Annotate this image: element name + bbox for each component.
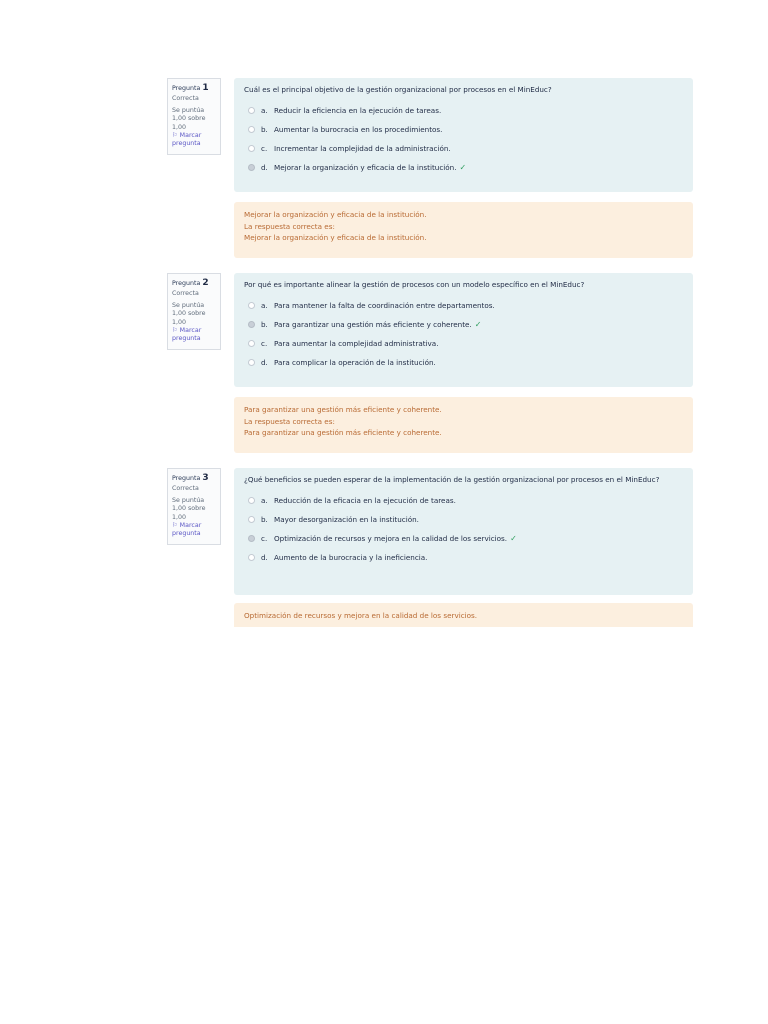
right-answer: Mejorar la organización y eficacia de la institución. — [244, 233, 427, 243]
answer-option[interactable]: c. Para aumentar la complejidad administrativa. — [244, 334, 683, 353]
radio-button[interactable] — [248, 516, 255, 523]
specific-feedback: Optimización de recursos y mejora en la calidad de los servicios. — [244, 611, 478, 620]
radio-button[interactable] — [248, 302, 255, 309]
flag-icon: ⚐ — [172, 522, 178, 530]
answer-option[interactable]: a. Reducir la eficiencia en la ejecución de tareas. — [244, 101, 683, 120]
question-info-1 — [167, 78, 221, 155]
question-text: Cuál es el principal objetivo de la gestión organizacional por procesos en el MinEduc? — [244, 85, 552, 94]
question-number: Pregunta 3 — [172, 473, 209, 483]
correct-check-icon: ✓ — [510, 534, 517, 544]
question-box-3 — [234, 468, 693, 595]
flag-question-link[interactable]: ⚐ Marcar pregunta — [172, 327, 202, 343]
question-info-2 — [167, 273, 221, 350]
answer-option[interactable]: d. Aumento de la burocracia y la ineficiencia. — [244, 548, 683, 567]
question-state: Correcta — [172, 484, 199, 492]
question-text: Por qué es importante alinear la gestión de procesos con un modelo específico en el MinEduc? — [244, 280, 585, 289]
radio-button[interactable] — [248, 145, 255, 152]
correct-check-icon: ✓ — [459, 163, 467, 173]
feedback-box-3 — [234, 603, 693, 627]
question-number: Pregunta 2 — [172, 278, 209, 288]
radio-button[interactable] — [248, 497, 255, 504]
question-state: Correcta — [172, 94, 199, 102]
answer-option[interactable]: d. Para complicar la operación de la institución. — [244, 353, 683, 372]
radio-button[interactable] — [248, 554, 255, 561]
question-score: Se puntúa 1,00 sobre 1,00 — [172, 497, 206, 521]
question-score: Se puntúa 1,00 sobre 1,00 — [172, 302, 206, 326]
flag-icon: ⚐ — [172, 327, 178, 335]
answer-option[interactable]: b. Aumentar la burocracia en los procedimientos. — [244, 120, 683, 139]
flag-icon: ⚐ — [172, 132, 178, 140]
question-number: Pregunta 1 — [172, 83, 209, 93]
radio-button[interactable] — [248, 126, 255, 133]
question-box-1 — [234, 78, 693, 192]
question-state: Correcta — [172, 289, 199, 297]
feedback-box-1 — [234, 202, 693, 258]
radio-button-selected[interactable] — [248, 164, 255, 171]
right-answer-label: La respuesta correcta es: — [244, 221, 335, 231]
answer-option[interactable]: a. Para mantener la falta de coordinación entre departamentos. — [244, 296, 683, 315]
radio-button[interactable] — [248, 107, 255, 114]
flag-question-link[interactable]: ⚐ Marcar pregunta — [172, 522, 202, 538]
flag-question-link[interactable]: ⚐ Marcar pregunta — [172, 132, 202, 148]
specific-feedback: Mejorar la organización y eficacia de la institución. — [244, 210, 427, 219]
specific-feedback: Para garantizar una gestión más eficiente y coherente. — [244, 405, 442, 414]
answer-option[interactable]: b. Para garantizar una gestión más eficiente y coherente. ✓ — [244, 315, 683, 334]
answer-option[interactable]: c. Incrementar la complejidad de la administración. — [244, 139, 683, 158]
question-text: ¿Qué beneficios se pueden esperar de la implementación de la gestión organizacional por procesos en el MinEduc? — [244, 475, 660, 484]
answer-option[interactable]: a. Reducción de la eficacia en la ejecución de tareas. — [244, 491, 683, 510]
feedback-box-2 — [234, 397, 693, 453]
radio-button[interactable] — [248, 340, 255, 347]
answer-option[interactable]: c. Optimización de recursos y mejora en la calidad de los servicios. ✓ — [244, 529, 683, 548]
radio-button[interactable] — [248, 359, 255, 366]
answer-option[interactable]: b. Mayor desorganización en la institución. — [244, 510, 683, 529]
radio-button-selected[interactable] — [248, 535, 255, 542]
right-answer-label: La respuesta correcta es: — [244, 416, 335, 426]
answer-option[interactable]: d. Mejorar la organización y eficacia de la institución. ✓ — [244, 158, 683, 177]
question-score: Se puntúa 1,00 sobre 1,00 — [172, 107, 206, 131]
right-answer: Para garantizar una gestión más eficiente y coherente. — [244, 428, 442, 438]
correct-check-icon: ✓ — [474, 320, 482, 330]
question-box-2 — [234, 273, 693, 387]
radio-button-selected[interactable] — [248, 321, 255, 328]
question-info-3 — [167, 468, 221, 545]
